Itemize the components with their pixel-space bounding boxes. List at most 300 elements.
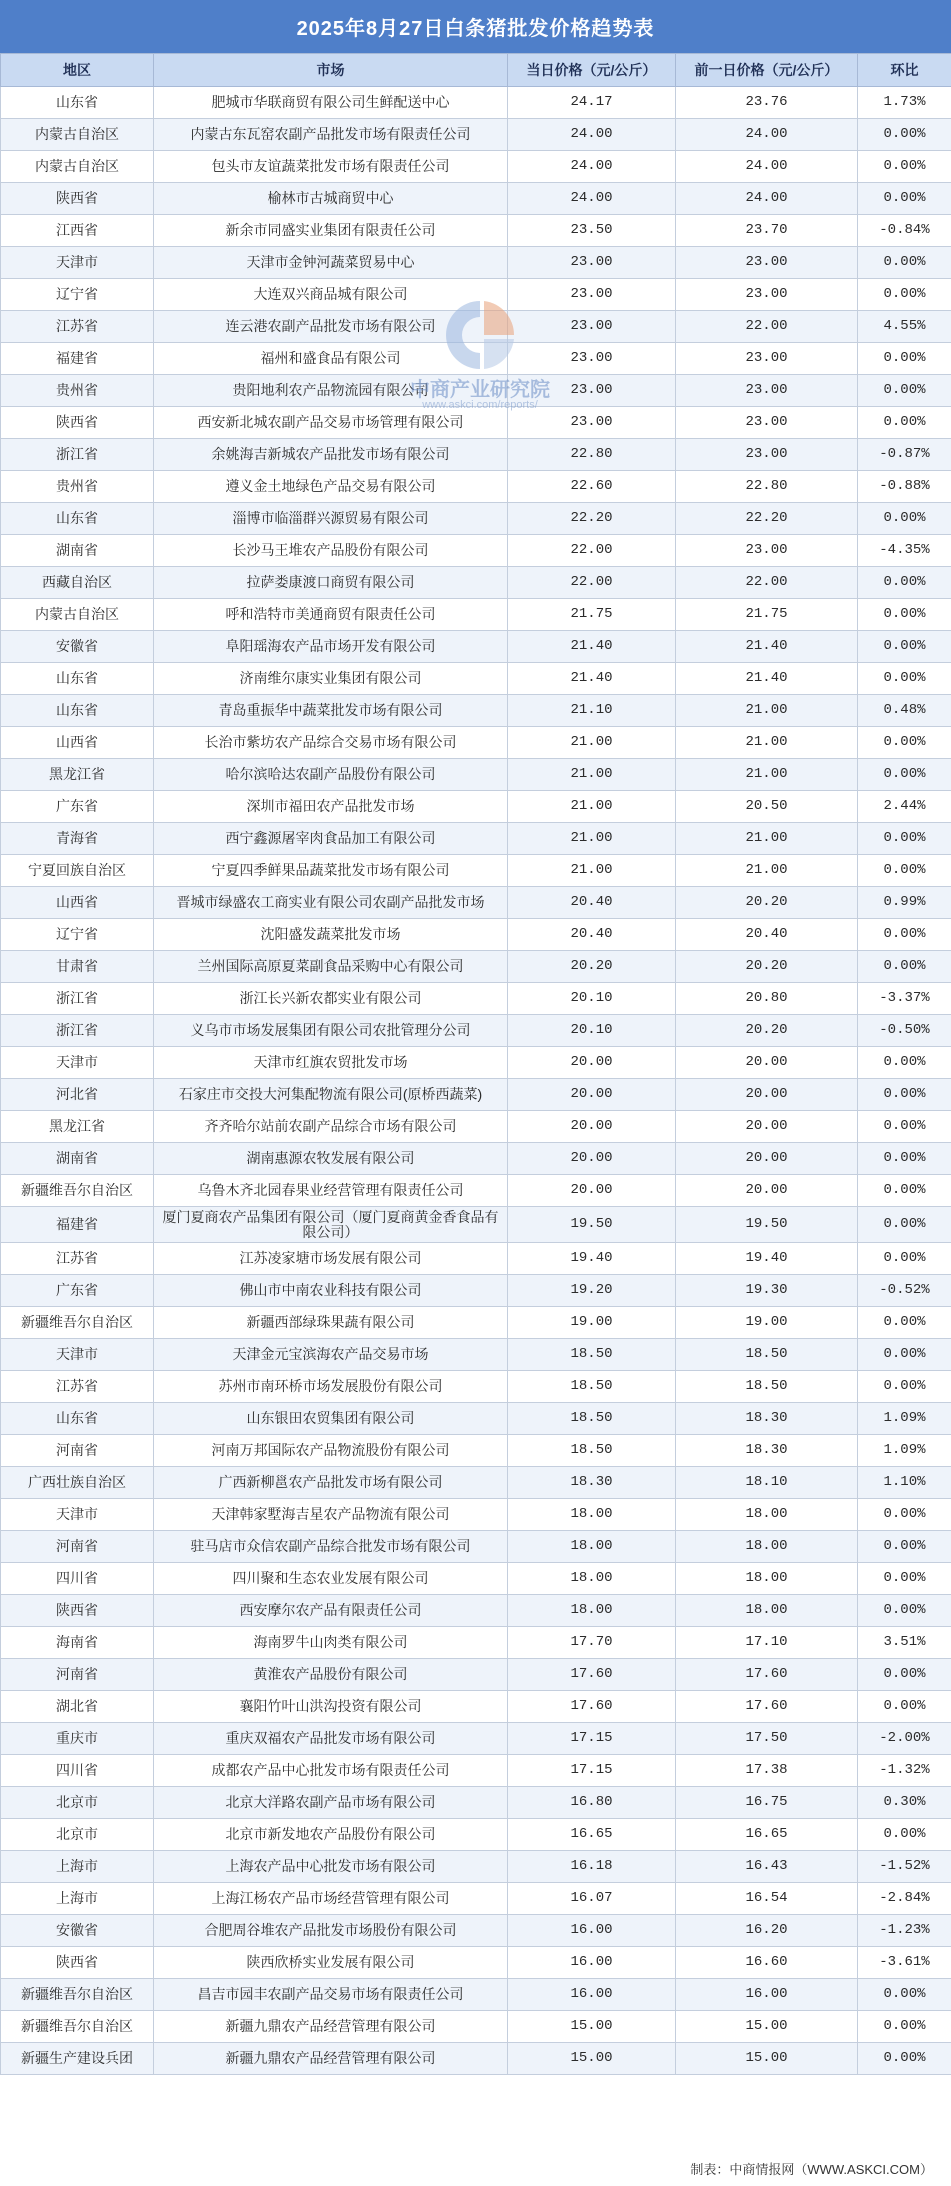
region-cell: 山东省 [1,1403,154,1435]
table-row [1,1787,951,1819]
today-price-cell: 23.00 [508,247,676,279]
market-cell: 成都农产品中心批发市场有限责任公司 [154,1755,508,1787]
prev-price-cell: 20.80 [676,983,858,1015]
region-cell: 天津市 [1,1047,154,1079]
change-cell: 0.00% [858,1143,951,1175]
market-cell: 阜阳瑶海农产品市场开发有限公司 [154,631,508,663]
region-cell: 新疆维吾尔自治区 [1,1175,154,1207]
region-cell: 河南省 [1,1659,154,1691]
table-row [1,855,951,887]
change-cell: 1.09% [858,1403,951,1435]
market-cell: 榆林市古城商贸中心 [154,183,508,215]
table-row [1,215,951,247]
table-row [1,1979,951,2011]
today-price-cell: 22.80 [508,439,676,471]
prev-price-cell: 18.50 [676,1371,858,1403]
change-cell: 0.00% [858,1079,951,1111]
change-cell: -1.32% [858,1755,951,1787]
prev-price-cell: 22.00 [676,567,858,599]
market-cell: 济南维尔康实业集团有限公司 [154,663,508,695]
market-cell: 义乌市市场发展集团有限公司农批管理分公司 [154,1015,508,1047]
market-cell: 连云港农副产品批发市场有限公司 [154,311,508,343]
region-cell: 湖南省 [1,535,154,567]
market-cell: 包头市友谊蔬菜批发市场有限责任公司 [154,151,508,183]
change-cell: 0.00% [858,759,951,791]
change-cell: 0.00% [858,247,951,279]
market-cell: 余姚海吉新城农产品批发市场有限公司 [154,439,508,471]
market-cell: 上海农产品中心批发市场有限公司 [154,1851,508,1883]
prev-price-cell: 23.00 [676,247,858,279]
prev-price-cell: 21.00 [676,727,858,759]
region-cell: 广东省 [1,1275,154,1307]
change-cell: 0.00% [858,823,951,855]
table-row [1,1403,951,1435]
region-cell: 山西省 [1,887,154,919]
prev-price-cell: 23.00 [676,343,858,375]
market-cell: 贵阳地利农产品物流园有限公司 [154,375,508,407]
market-cell: 河南万邦国际农产品物流股份有限公司 [154,1435,508,1467]
region-cell: 陕西省 [1,407,154,439]
prev-price-cell: 17.60 [676,1691,858,1723]
prev-price-cell: 16.00 [676,1979,858,2011]
prev-price-cell: 20.00 [676,1047,858,1079]
market-cell: 海南罗牛山肉类有限公司 [154,1627,508,1659]
table-row [1,1207,951,1243]
region-cell: 内蒙古自治区 [1,151,154,183]
market-cell: 北京大洋路农副产品市场有限公司 [154,1787,508,1819]
table-row [1,1851,951,1883]
table-row [1,1307,951,1339]
market-cell: 天津金元宝滨海农产品交易市场 [154,1339,508,1371]
market-cell: 四川聚和生态农业发展有限公司 [154,1563,508,1595]
price-table [0,53,951,2075]
today-price-cell: 21.00 [508,727,676,759]
today-price-cell: 19.20 [508,1275,676,1307]
today-price-cell: 23.00 [508,343,676,375]
change-cell: 0.00% [858,1339,951,1371]
table-row [1,247,951,279]
prev-price-cell: 18.00 [676,1595,858,1627]
change-cell: 0.00% [858,375,951,407]
region-cell: 重庆市 [1,1723,154,1755]
prev-price-cell: 24.00 [676,151,858,183]
table-row [1,663,951,695]
change-cell: 0.00% [858,1207,951,1243]
prev-price-cell: 18.30 [676,1435,858,1467]
region-cell: 江西省 [1,215,154,247]
market-cell: 西宁鑫源屠宰肉食品加工有限公司 [154,823,508,855]
region-cell: 黑龙江省 [1,759,154,791]
region-cell: 四川省 [1,1563,154,1595]
column-header-prev-price: 前一日价格（元/公斤） [676,54,858,87]
market-cell: 佛山市中南农业科技有限公司 [154,1275,508,1307]
change-cell: 0.00% [858,2043,951,2075]
today-price-cell: 21.75 [508,599,676,631]
today-price-cell: 23.50 [508,215,676,247]
table-row [1,2043,951,2075]
column-header-today-price: 当日价格（元/公斤） [508,54,676,87]
prev-price-cell: 16.20 [676,1915,858,1947]
market-cell: 天津市红旗农贸批发市场 [154,1047,508,1079]
market-cell: 黄淮农产品股份有限公司 [154,1659,508,1691]
today-price-cell: 23.00 [508,375,676,407]
change-cell: 0.00% [858,279,951,311]
prev-price-cell: 20.00 [676,1111,858,1143]
today-price-cell: 24.00 [508,183,676,215]
region-cell: 甘肃省 [1,951,154,983]
prev-price-cell: 22.00 [676,311,858,343]
table-row [1,1595,951,1627]
change-cell: 0.00% [858,2011,951,2043]
table-row [1,87,951,119]
change-cell: 0.00% [858,1595,951,1627]
today-price-cell: 22.60 [508,471,676,503]
today-price-cell: 23.00 [508,279,676,311]
change-cell: -0.84% [858,215,951,247]
prev-price-cell: 21.40 [676,631,858,663]
change-cell: 0.00% [858,1659,951,1691]
region-cell: 河南省 [1,1531,154,1563]
prev-price-cell: 23.00 [676,407,858,439]
change-cell: -2.84% [858,1883,951,1915]
prev-price-cell: 22.80 [676,471,858,503]
market-cell: 哈尔滨哈达农副产品股份有限公司 [154,759,508,791]
table-row [1,439,951,471]
prev-price-cell: 20.20 [676,1015,858,1047]
market-cell: 青岛重振华中蔬菜批发市场有限公司 [154,695,508,727]
prev-price-cell: 20.00 [676,1175,858,1207]
change-cell: 3.51% [858,1627,951,1659]
change-cell: 0.30% [858,1787,951,1819]
table-row [1,311,951,343]
table-row [1,343,951,375]
table-row [1,1819,951,1851]
change-cell: 0.00% [858,1563,951,1595]
region-cell: 上海市 [1,1851,154,1883]
today-price-cell: 20.20 [508,951,676,983]
table-row [1,1563,951,1595]
market-cell: 天津韩家墅海吉星农产品物流有限公司 [154,1499,508,1531]
region-cell: 浙江省 [1,983,154,1015]
market-cell: 湖南惠源农牧发展有限公司 [154,1143,508,1175]
change-cell: 0.00% [858,1979,951,2011]
today-price-cell: 23.00 [508,311,676,343]
table-row [1,1435,951,1467]
prev-price-cell: 21.00 [676,759,858,791]
table-row [1,2011,951,2043]
change-cell: 4.55% [858,311,951,343]
market-cell: 齐齐哈尔站前农副产品综合市场有限公司 [154,1111,508,1143]
region-cell: 海南省 [1,1627,154,1659]
today-price-cell: 16.00 [508,1947,676,1979]
prev-price-cell: 21.40 [676,663,858,695]
change-cell: -1.52% [858,1851,951,1883]
today-price-cell: 18.00 [508,1595,676,1627]
table-row [1,727,951,759]
region-cell: 陕西省 [1,1595,154,1627]
market-cell: 上海江杨农产品市场经营管理有限公司 [154,1883,508,1915]
today-price-cell: 16.00 [508,1915,676,1947]
today-price-cell: 22.00 [508,535,676,567]
prev-price-cell: 23.00 [676,439,858,471]
table-row [1,759,951,791]
today-price-cell: 16.65 [508,1819,676,1851]
today-price-cell: 20.00 [508,1079,676,1111]
table-header [1,54,951,87]
region-cell: 浙江省 [1,1015,154,1047]
today-price-cell: 21.00 [508,791,676,823]
region-cell: 贵州省 [1,375,154,407]
change-cell: 0.48% [858,695,951,727]
market-cell: 新疆西部绿珠果蔬有限公司 [154,1307,508,1339]
market-cell: 昌吉市园丰农副产品交易市场有限责任公司 [154,1979,508,2011]
region-cell: 山东省 [1,87,154,119]
market-cell: 西安新北城农副产品交易市场管理有限公司 [154,407,508,439]
region-cell: 江苏省 [1,311,154,343]
region-cell: 内蒙古自治区 [1,599,154,631]
change-cell: 0.00% [858,1531,951,1563]
table-row [1,1015,951,1047]
change-cell: 0.00% [858,1819,951,1851]
market-cell: 淄博市临淄群兴源贸易有限公司 [154,503,508,535]
market-cell: 广西新柳邕农产品批发市场有限公司 [154,1467,508,1499]
table-row [1,951,951,983]
change-cell: 0.00% [858,1175,951,1207]
prev-price-cell: 18.50 [676,1339,858,1371]
today-price-cell: 20.40 [508,919,676,951]
prev-price-cell: 19.40 [676,1243,858,1275]
today-price-cell: 20.40 [508,887,676,919]
region-cell: 天津市 [1,247,154,279]
today-price-cell: 20.00 [508,1111,676,1143]
change-cell: -0.52% [858,1275,951,1307]
today-price-cell: 19.00 [508,1307,676,1339]
region-cell: 江苏省 [1,1371,154,1403]
table-row [1,1755,951,1787]
table-row [1,1175,951,1207]
today-price-cell: 24.00 [508,151,676,183]
table-row [1,151,951,183]
region-cell: 山东省 [1,663,154,695]
market-cell: 北京市新发地农产品股份有限公司 [154,1819,508,1851]
market-cell: 新疆九鼎农产品经营管理有限公司 [154,2043,508,2075]
prev-price-cell: 24.00 [676,119,858,151]
market-cell: 肥城市华联商贸有限公司生鲜配送中心 [154,87,508,119]
prev-price-cell: 17.38 [676,1755,858,1787]
today-price-cell: 24.00 [508,119,676,151]
today-price-cell: 20.00 [508,1047,676,1079]
table-row [1,919,951,951]
change-cell: 0.00% [858,1371,951,1403]
change-cell: 0.00% [858,1111,951,1143]
today-price-cell: 22.20 [508,503,676,535]
region-cell: 河南省 [1,1435,154,1467]
region-cell: 辽宁省 [1,919,154,951]
change-cell: -0.87% [858,439,951,471]
change-cell: 0.00% [858,1307,951,1339]
change-cell: 0.00% [858,951,951,983]
change-cell: 1.09% [858,1435,951,1467]
today-price-cell: 24.17 [508,87,676,119]
change-cell: 2.44% [858,791,951,823]
change-cell: -3.37% [858,983,951,1015]
region-cell: 山东省 [1,503,154,535]
table-row [1,1915,951,1947]
table-row [1,1339,951,1371]
region-cell: 广西壮族自治区 [1,1467,154,1499]
table-row [1,887,951,919]
prev-price-cell: 20.20 [676,887,858,919]
market-cell: 合肥周谷堆农产品批发市场股份有限公司 [154,1915,508,1947]
market-cell: 宁夏四季鲜果品蔬菜批发市场有限公司 [154,855,508,887]
market-cell: 长沙马王堆农产品股份有限公司 [154,535,508,567]
region-cell: 新疆维吾尔自治区 [1,1979,154,2011]
today-price-cell: 18.00 [508,1531,676,1563]
today-price-cell: 20.00 [508,1143,676,1175]
change-cell: -0.50% [858,1015,951,1047]
change-cell: 0.00% [858,151,951,183]
today-price-cell: 15.00 [508,2043,676,2075]
change-cell: 0.00% [858,343,951,375]
page-title: 2025年8月27日白条猪批发价格趋势表 [0,0,951,53]
table-row [1,503,951,535]
region-cell: 安徽省 [1,631,154,663]
region-cell: 北京市 [1,1819,154,1851]
today-price-cell: 18.50 [508,1435,676,1467]
today-price-cell: 23.00 [508,407,676,439]
prev-price-cell: 16.54 [676,1883,858,1915]
table-row [1,567,951,599]
change-cell: 0.00% [858,503,951,535]
market-cell: 晋城市绿盛农工商实业有限公司农副产品批发市场 [154,887,508,919]
region-cell: 辽宁省 [1,279,154,311]
today-price-cell: 21.40 [508,663,676,695]
today-price-cell: 18.00 [508,1563,676,1595]
header-row [1,54,951,87]
region-cell: 北京市 [1,1787,154,1819]
table-row [1,1371,951,1403]
region-cell: 福建省 [1,1207,154,1243]
today-price-cell: 19.50 [508,1207,676,1243]
today-price-cell: 16.07 [508,1883,676,1915]
table-row [1,1883,951,1915]
today-price-cell: 21.40 [508,631,676,663]
today-price-cell: 17.60 [508,1691,676,1723]
change-cell: 0.00% [858,663,951,695]
prev-price-cell: 24.00 [676,183,858,215]
table-row [1,1659,951,1691]
prev-price-cell: 17.50 [676,1723,858,1755]
region-cell: 上海市 [1,1883,154,1915]
today-price-cell: 18.00 [508,1499,676,1531]
region-cell: 黑龙江省 [1,1111,154,1143]
table-row [1,1275,951,1307]
region-cell: 安徽省 [1,1915,154,1947]
change-cell: 0.00% [858,567,951,599]
market-cell: 江苏凌家塘市场发展有限公司 [154,1243,508,1275]
market-cell: 遵义金土地绿色产品交易有限公司 [154,471,508,503]
prev-price-cell: 16.75 [676,1787,858,1819]
watermark-url: www.askci.com/reports/ [422,399,538,411]
today-price-cell: 21.10 [508,695,676,727]
today-price-cell: 18.30 [508,1467,676,1499]
table-row [1,631,951,663]
market-cell: 新疆九鼎农产品经营管理有限公司 [154,2011,508,2043]
region-cell: 青海省 [1,823,154,855]
region-cell: 山西省 [1,727,154,759]
prev-price-cell: 23.00 [676,375,858,407]
market-cell: 新余市同盛实业集团有限责任公司 [154,215,508,247]
table-row [1,407,951,439]
market-cell: 重庆双福农产品批发市场有限公司 [154,1723,508,1755]
market-cell: 襄阳竹叶山洪沟投资有限公司 [154,1691,508,1723]
prev-price-cell: 21.75 [676,599,858,631]
change-cell: -0.88% [858,471,951,503]
market-cell: 呼和浩特市美通商贸有限责任公司 [154,599,508,631]
market-cell: 驻马店市众信农副产品综合批发市场有限公司 [154,1531,508,1563]
today-price-cell: 20.10 [508,983,676,1015]
today-price-cell: 17.60 [508,1659,676,1691]
prev-price-cell: 20.00 [676,1079,858,1111]
market-cell: 厦门夏商农产品集团有限公司（厦门夏商黄金香食品有限公司） [154,1207,508,1243]
today-price-cell: 16.00 [508,1979,676,2011]
table-row [1,983,951,1015]
region-cell: 山东省 [1,695,154,727]
market-cell: 内蒙古东瓦窑农副产品批发市场有限责任公司 [154,119,508,151]
prev-price-cell: 21.00 [676,695,858,727]
region-cell: 陕西省 [1,183,154,215]
column-header-change: 环比 [858,54,951,87]
market-cell: 长治市紫坊农产品综合交易市场有限公司 [154,727,508,759]
watermark-name: 中商产业研究院 [410,379,550,401]
table-row [1,1691,951,1723]
prev-price-cell: 21.00 [676,855,858,887]
prev-price-cell: 16.65 [676,1819,858,1851]
today-price-cell: 21.00 [508,823,676,855]
region-cell: 广东省 [1,791,154,823]
today-price-cell: 17.15 [508,1723,676,1755]
today-price-cell: 21.00 [508,855,676,887]
today-price-cell: 20.00 [508,1175,676,1207]
region-cell: 湖北省 [1,1691,154,1723]
change-cell: 0.00% [858,855,951,887]
market-cell: 石家庄市交投大河集配物流有限公司(原桥西蔬菜) [154,1079,508,1111]
prev-price-cell: 19.30 [676,1275,858,1307]
prev-price-cell: 20.20 [676,951,858,983]
market-cell: 山东银田农贸集团有限公司 [154,1403,508,1435]
prev-price-cell: 17.60 [676,1659,858,1691]
today-price-cell: 18.50 [508,1371,676,1403]
market-cell: 陕西欣桥实业发展有限公司 [154,1947,508,1979]
prev-price-cell: 20.40 [676,919,858,951]
market-cell: 苏州市南环桥市场发展股份有限公司 [154,1371,508,1403]
region-cell: 新疆维吾尔自治区 [1,1307,154,1339]
source-note: 制表：中商情报网（WWW.ASKCI.COM） [690,2161,933,2177]
market-cell: 拉萨娄康渡口商贸有限公司 [154,567,508,599]
market-cell: 西安摩尔农产品有限责任公司 [154,1595,508,1627]
region-cell: 湖南省 [1,1143,154,1175]
today-price-cell: 16.18 [508,1851,676,1883]
change-cell: 0.00% [858,599,951,631]
market-cell: 大连双兴商品城有限公司 [154,279,508,311]
today-price-cell: 20.10 [508,1015,676,1047]
table-row [1,1499,951,1531]
prev-price-cell: 18.00 [676,1499,858,1531]
table-row [1,535,951,567]
table-row [1,1627,951,1659]
market-cell: 福州和盛食品有限公司 [154,343,508,375]
prev-price-cell: 15.00 [676,2043,858,2075]
